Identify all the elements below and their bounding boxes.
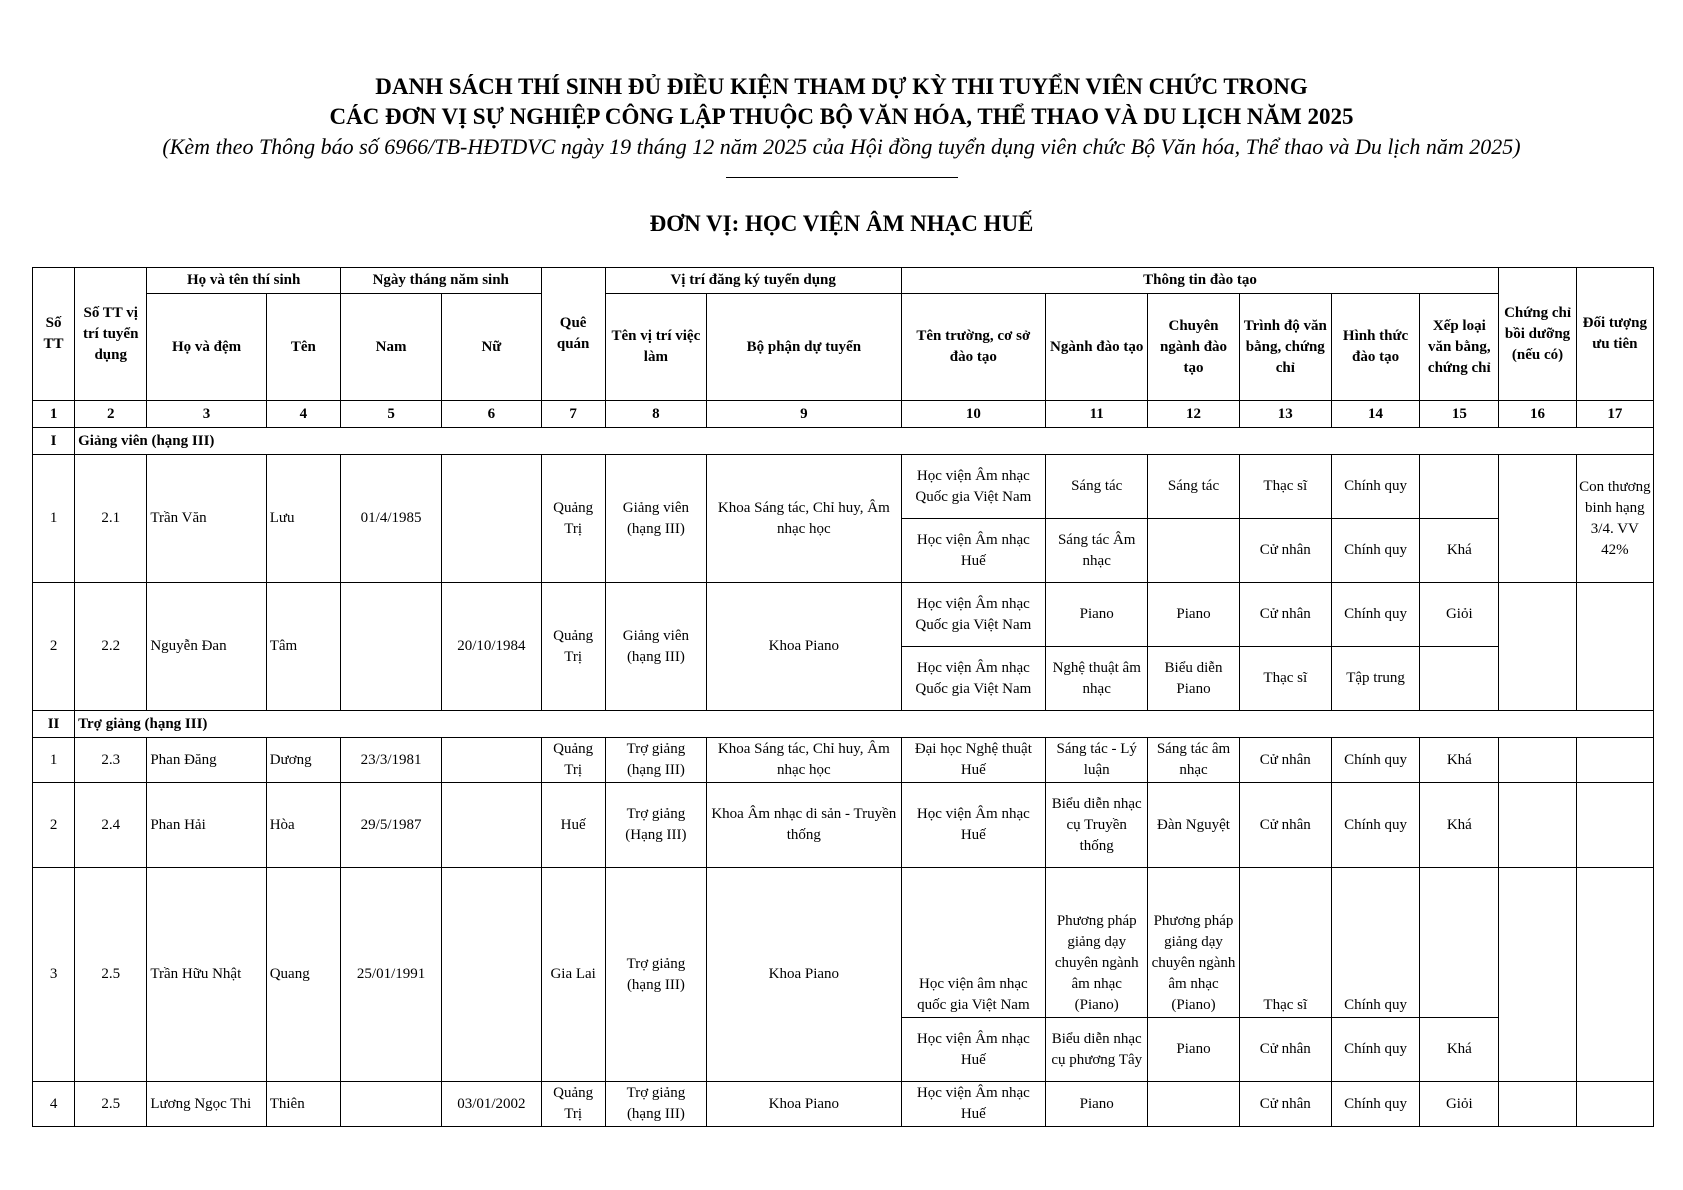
table-row <box>33 583 1654 647</box>
cell-tenvitri: Trợ giảng (hạng III) <box>605 738 706 783</box>
cell-chungchi <box>1499 783 1576 868</box>
cell-xeploai: Khá <box>1420 519 1499 583</box>
cell-chungchi <box>1499 1082 1576 1127</box>
header-daotao-group: Thông tin đào tạo <box>901 268 1499 294</box>
header-nam: Nam <box>340 294 441 401</box>
cell-trinhdo: Thạc sĩ <box>1239 647 1331 711</box>
cell-xeploai: Khá <box>1420 1018 1499 1082</box>
cell-truong: Học viện Âm nhạc Huế <box>901 1082 1045 1127</box>
cell-nu <box>442 738 541 783</box>
cell-ten: Lưu <box>266 455 340 583</box>
cell-nganh: Biểu diễn nhạc cụ phương Tây <box>1046 1018 1148 1082</box>
cell-ten: Hòa <box>266 783 340 868</box>
cell-tenvitri: Trợ giảng (Hạng III) <box>605 783 706 868</box>
cell-trinhdo: Cử nhân <box>1239 519 1331 583</box>
cell-xeploai: Giỏi <box>1420 1082 1499 1127</box>
cell-chuyennganh: Đàn Nguyệt <box>1148 783 1239 868</box>
column-number: 8 <box>605 401 706 428</box>
column-number: 15 <box>1420 401 1499 428</box>
cell-hodem: Trần Văn <box>147 455 266 583</box>
table-row <box>33 455 1654 519</box>
cell-nganh: Sáng tác - Lý luận <box>1046 738 1148 783</box>
document-title-line-1: DANH SÁCH THÍ SINH ĐỦ ĐIỀU KIỆN THAM DỰ KỲ THI TUYỂN VIÊN CHỨC TRONG <box>375 74 1308 99</box>
header-nganh: Ngành đào tạo <box>1046 294 1148 401</box>
column-number: 11 <box>1046 401 1148 428</box>
column-number: 9 <box>707 401 902 428</box>
header-tenvitri: Tên vị trí việc làm <box>605 294 706 401</box>
cell-chuyennganh <box>1148 1082 1239 1127</box>
cell-vitri-no: 2.5 <box>75 1082 147 1127</box>
section-roman: I <box>33 428 75 455</box>
cell-hinhthuc: Chính quy <box>1331 455 1419 519</box>
cell-tenvitri: Giảng viên (hạng III) <box>605 583 706 711</box>
cell-vitri-no: 2.4 <box>75 783 147 868</box>
table-row <box>33 783 1654 868</box>
section-label: Giảng viên (hạng III) <box>75 428 1654 455</box>
cell-stt: 3 <box>33 868 75 1082</box>
cell-doituong <box>1576 583 1653 711</box>
header-hoten-group: Họ và tên thí sinh <box>147 268 341 294</box>
column-number: 14 <box>1331 401 1419 428</box>
cell-xeploai: Giỏi <box>1420 583 1499 647</box>
cell-doituong <box>1576 868 1653 1082</box>
cell-bophan: Khoa Sáng tác, Chỉ huy, Âm nhạc học <box>707 455 902 583</box>
cell-truong: Học viện Âm nhạc Huế <box>901 519 1045 583</box>
section-row-trogiang <box>33 711 1654 738</box>
document-title-line-2: CÁC ĐƠN VỊ SỰ NGHIỆP CÔNG LẬP THUỘC BỘ VĂN HÓA, THỂ THAO VÀ DU LỊCH NĂM 2025 <box>329 104 1354 129</box>
cell-truong: Học viện âm nhạc quốc gia Việt Nam <box>901 868 1045 1018</box>
cell-trinhdo: Thạc sĩ <box>1239 868 1331 1018</box>
column-number-row <box>33 401 1654 428</box>
cell-chungchi <box>1499 868 1576 1082</box>
cell-trinhdo: Thạc sĩ <box>1239 455 1331 519</box>
header-quequan: Quê quán <box>541 268 605 401</box>
header-doituong: Đối tượng ưu tiên <box>1576 268 1653 401</box>
title-divider <box>726 177 958 178</box>
cell-stt: 2 <box>33 783 75 868</box>
cell-vitri-no: 2.2 <box>75 583 147 711</box>
header-ngaysinh-group: Ngày tháng năm sinh <box>340 268 541 294</box>
cell-quequan: Quảng Trị <box>541 583 605 711</box>
cell-nganh: Phương pháp giảng dạy chuyên ngành âm nhạc (Piano) <box>1046 868 1148 1018</box>
cell-chungchi <box>1499 583 1576 711</box>
cell-quequan: Quảng Trị <box>541 455 605 583</box>
cell-nu <box>442 868 541 1082</box>
cell-quequan: Gia Lai <box>541 868 605 1082</box>
cell-nganh: Sáng tác <box>1046 455 1148 519</box>
cell-hodem: Lương Ngọc Thi <box>147 1082 266 1127</box>
document-subtitle: (Kèm theo Thông báo số 6966/TB-HĐTDVC ngày 19 tháng 12 năm 2025 của Hội đồng tuyển dụng viên chức Bộ Văn hóa, Thể thao và Du lịch năm 2025) <box>162 134 1521 159</box>
column-number: 4 <box>266 401 340 428</box>
cell-xeploai <box>1420 647 1499 711</box>
header-trinhdo: Trình độ văn bằng, chứng chỉ <box>1239 294 1331 401</box>
cell-trinhdo: Cử nhân <box>1239 783 1331 868</box>
cell-truong: Học viện Âm nhạc Quốc gia Việt Nam <box>901 455 1045 519</box>
column-number: 10 <box>901 401 1045 428</box>
cell-ten: Dương <box>266 738 340 783</box>
cell-nam <box>340 1082 441 1127</box>
cell-chuyennganh <box>1148 519 1239 583</box>
cell-nam: 25/01/1991 <box>340 868 441 1082</box>
cell-trinhdo: Cử nhân <box>1239 738 1331 783</box>
column-number: 3 <box>147 401 266 428</box>
column-number: 12 <box>1148 401 1239 428</box>
cell-tenvitri: Giảng viên (hạng III) <box>605 455 706 583</box>
cell-chungchi <box>1499 738 1576 783</box>
cell-doituong <box>1576 783 1653 868</box>
cell-bophan: Khoa Piano <box>707 1082 902 1127</box>
cell-quequan: Quảng Trị <box>541 738 605 783</box>
cell-xeploai: Khá <box>1420 783 1499 868</box>
cell-nganh: Nghệ thuật âm nhạc <box>1046 647 1148 711</box>
cell-nganh: Sáng tác Âm nhạc <box>1046 519 1148 583</box>
cell-hinhthuc: Chính quy <box>1331 1082 1419 1127</box>
header-stt: Số TT <box>33 268 75 401</box>
header-vitri-group: Vị trí đăng ký tuyển dụng <box>605 268 901 294</box>
cell-hinhthuc: Tập trung <box>1331 647 1419 711</box>
cell-nu: 20/10/1984 <box>442 583 541 711</box>
cell-nu <box>442 455 541 583</box>
cell-truong: Học viện Âm nhạc Huế <box>901 783 1045 868</box>
header-bophan: Bộ phận dự tuyển <box>707 294 902 401</box>
header-ten: Tên <box>266 294 340 401</box>
cell-nam: 23/3/1981 <box>340 738 441 783</box>
section-label: Trợ giảng (hạng III) <box>75 711 1654 738</box>
cell-hinhthuc: Chính quy <box>1331 868 1419 1018</box>
cell-truong: Học viện Âm nhạc Quốc gia Việt Nam <box>901 583 1045 647</box>
cell-nganh: Piano <box>1046 1082 1148 1127</box>
header-xeploai: Xếp loại văn bằng, chứng chỉ <box>1420 294 1499 401</box>
cell-hinhthuc: Chính quy <box>1331 583 1419 647</box>
cell-hodem: Nguyễn Đan <box>147 583 266 711</box>
table-row <box>33 1082 1654 1127</box>
column-number: 7 <box>541 401 605 428</box>
column-number: 1 <box>33 401 75 428</box>
table-row <box>33 868 1654 1018</box>
cell-chuyennganh: Piano <box>1148 583 1239 647</box>
header-nu: Nữ <box>442 294 541 401</box>
cell-stt: 4 <box>33 1082 75 1127</box>
column-number: 2 <box>75 401 147 428</box>
header-hinhthuc: Hình thức đào tạo <box>1331 294 1419 401</box>
header-truong: Tên trường, cơ sở đào tạo <box>901 294 1045 401</box>
unit-heading: ĐƠN VỊ: HỌC VIỆN ÂM NHẠC HUẾ <box>649 211 1034 236</box>
cell-stt: 1 <box>33 738 75 783</box>
cell-chungchi <box>1499 455 1576 583</box>
column-number: 13 <box>1239 401 1331 428</box>
cell-nganh: Biểu diễn nhạc cụ Truyền thống <box>1046 783 1148 868</box>
cell-xeploai <box>1420 455 1499 519</box>
cell-bophan: Khoa Sáng tác, Chỉ huy, Âm nhạc học <box>707 738 902 783</box>
cell-nu: 03/01/2002 <box>442 1082 541 1127</box>
cell-xeploai <box>1420 868 1499 1018</box>
cell-bophan: Khoa Piano <box>707 583 902 711</box>
cell-doituong: Con thương binh hạng 3/4. VV 42% <box>1576 455 1653 583</box>
cell-chuyennganh: Phương pháp giảng dạy chuyên ngành âm nhạc (Piano) <box>1148 868 1239 1018</box>
header-chungchi: Chứng chỉ bồi dưỡng (nếu có) <box>1499 268 1576 401</box>
section-row-giangvien <box>33 428 1654 455</box>
cell-truong: Đại học Nghệ thuật Huế <box>901 738 1045 783</box>
cell-vitri-no: 2.1 <box>75 455 147 583</box>
cell-chuyennganh: Piano <box>1148 1018 1239 1082</box>
column-number: 17 <box>1576 401 1653 428</box>
cell-hinhthuc: Chính quy <box>1331 738 1419 783</box>
header-stt-vitri: Số TT vị trí tuyển dụng <box>75 268 147 401</box>
cell-bophan: Khoa Âm nhạc di sản - Truyền thống <box>707 783 902 868</box>
cell-chuyennganh: Sáng tác âm nhạc <box>1148 738 1239 783</box>
cell-trinhdo: Cử nhân <box>1239 1082 1331 1127</box>
cell-quequan: Quảng Trị <box>541 1082 605 1127</box>
cell-nam: 01/4/1985 <box>340 455 441 583</box>
cell-vitri-no: 2.5 <box>75 868 147 1082</box>
cell-quequan: Huế <box>541 783 605 868</box>
column-number: 16 <box>1499 401 1576 428</box>
cell-truong: Học viện Âm nhạc Quốc gia Việt Nam <box>901 647 1045 711</box>
cell-chuyennganh: Sáng tác <box>1148 455 1239 519</box>
cell-nam <box>340 583 441 711</box>
table-row <box>33 738 1654 783</box>
candidate-table <box>32 267 1654 1127</box>
cell-nam: 29/5/1987 <box>340 783 441 868</box>
cell-stt: 1 <box>33 455 75 583</box>
cell-hinhthuc: Chính quy <box>1331 519 1419 583</box>
cell-ten: Quang <box>266 868 340 1082</box>
cell-hodem: Phan Đăng <box>147 738 266 783</box>
cell-vitri-no: 2.3 <box>75 738 147 783</box>
cell-hodem: Trần Hữu Nhật <box>147 868 266 1082</box>
cell-tenvitri: Trợ giảng (hạng III) <box>605 868 706 1082</box>
cell-doituong <box>1576 1082 1653 1127</box>
cell-ten: Tâm <box>266 583 340 711</box>
cell-doituong <box>1576 738 1653 783</box>
cell-tenvitri: Trợ giảng (hạng III) <box>605 1082 706 1127</box>
column-number: 5 <box>340 401 441 428</box>
cell-ten: Thiên <box>266 1082 340 1127</box>
cell-hinhthuc: Chính quy <box>1331 1018 1419 1082</box>
cell-hinhthuc: Chính quy <box>1331 783 1419 868</box>
cell-trinhdo: Cử nhân <box>1239 583 1331 647</box>
section-roman: II <box>33 711 75 738</box>
cell-bophan: Khoa Piano <box>707 868 902 1082</box>
cell-hodem: Phan Hải <box>147 783 266 868</box>
cell-trinhdo: Cử nhân <box>1239 1018 1331 1082</box>
cell-nu <box>442 783 541 868</box>
cell-nganh: Piano <box>1046 583 1148 647</box>
header-chuyennganh: Chuyên ngành đào tạo <box>1148 294 1239 401</box>
cell-xeploai: Khá <box>1420 738 1499 783</box>
cell-stt: 2 <box>33 583 75 711</box>
cell-chuyennganh: Biểu diễn Piano <box>1148 647 1239 711</box>
cell-truong: Học viện Âm nhạc Huế <box>901 1018 1045 1082</box>
header-hodem: Họ và đệm <box>147 294 266 401</box>
column-number: 6 <box>442 401 541 428</box>
